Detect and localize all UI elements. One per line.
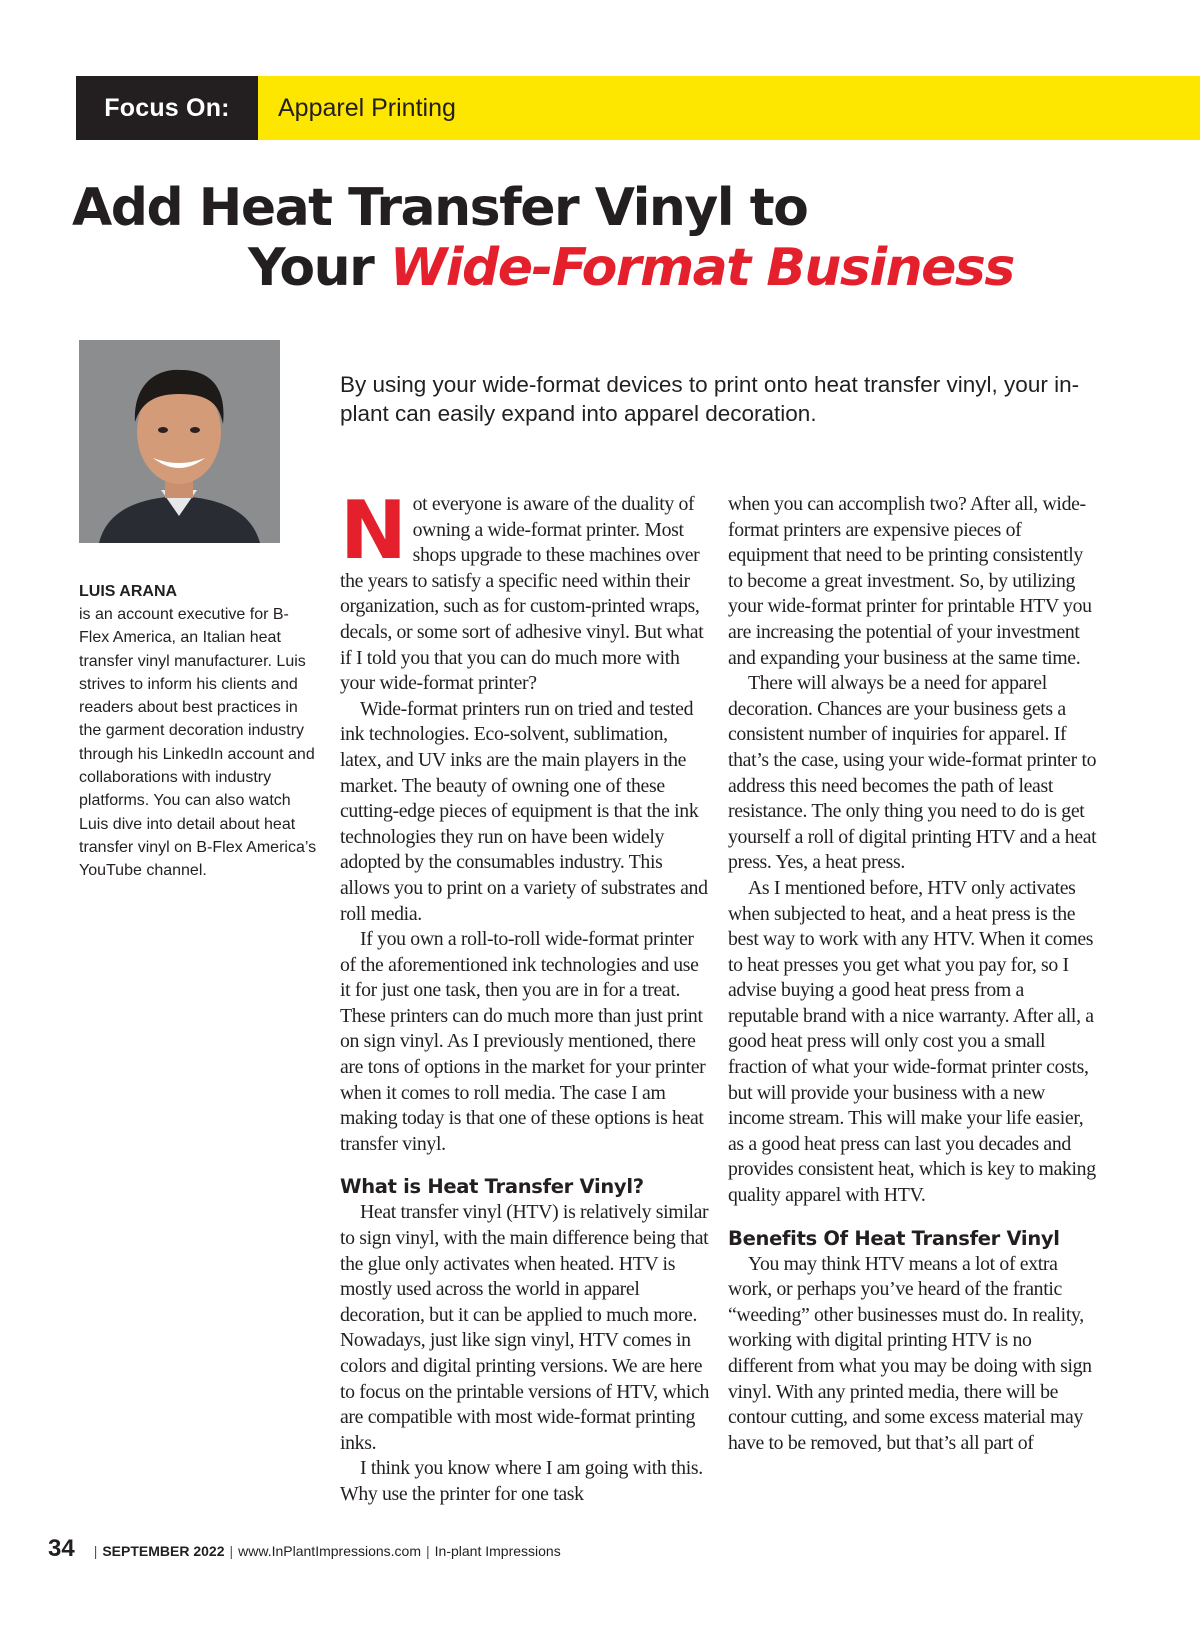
section-topic: Apparel Printing [258,76,1200,140]
article-paragraph: There will always be a need for apparel decoration. Chances are your business gets a consistent number of inquiries for apparel. If that’s the case, using your wide-format printer to address this need becomes the path of least resistance. The only thing you need to do is get yourself a roll of digital printing HTV and a heat press. Yes, a heat press. [728,672,1097,874]
author-box [79,580,319,883]
page-footer [48,1535,561,1563]
headline-line-2 [72,238,1172,298]
author-photo [79,340,280,543]
footer-url[interactable]: www.InPlantImpressions.com [238,1543,421,1559]
footer-separator: | [229,1543,234,1559]
page-number: 34 [48,1535,75,1562]
footer-separator: | [93,1543,98,1559]
article-paragraph: when you can accomplish two? After all, wide-format printers are expensive pieces of equipment that need to be printing consistently to become a great investment. So, by utilizing your wide-format printer for printable HTV you are increasing the potential of your investment and expanding your business at the same time. [728,493,1092,669]
headline-plain: Your [248,238,390,298]
footer-publication: In-plant Impressions [434,1543,561,1559]
article-column-2 [728,492,1098,1456]
headline-line-1: Add Heat Transfer Vinyl to [72,178,808,238]
article-paragraph [340,484,710,697]
headline-accent: Wide-Format Business [389,238,1014,298]
focus-on-label: Focus On: [76,76,258,140]
author-name: LUIS ARANA [79,583,178,600]
article-headline [72,178,1172,298]
author-bio: is an account executive for B-Flex America, an Italian heat transfer vinyl manufacturer. Luis strives to inform his clients and readers about best practices in the garment decoration industry through his LinkedIn account and collaborations with industry platforms. You can also watch Luis dive into detail about heat transfer vinyl on B-Flex America’s YouTube channel. [79,606,317,880]
article-deck: By using your wide-format devices to print onto heat transfer vinyl, your in-plant can easily expand into apparel decoration. [340,372,1080,426]
article-paragraph: If you own a roll-to-roll wide-format printer of the aforementioned ink technologies and use it for just one task, then you are in for a treat. These printers can do much more than just print on sign vinyl. As I previously mentioned, there are tons of options in the market for your printer when it comes to roll media. The case I am making today is that one of these options is heat transfer vinyl. [340,928,706,1155]
article-paragraph: Wide-format printers run on tried and tested ink technologies. Eco-solvent, sublimation, latex, and UV inks are the main players in the market. The beauty of owning one of these cutting-edge pieces of equipment is that the ink technologies they run on have been widely adopted by the consumables industry. This allows you to print on a variety of substrates and roll media. [340,697,708,925]
article-paragraph: As I mentioned before, HTV only activates when subjected to heat, and a heat press is the best way to work with any HTV. When it comes to heat presses you get what you pay for, so I advise buying a good heat press from a reputable brand with a nice warranty. After all, a good heat press will only cost you a small fraction of what your wide-format printer costs, but will provide your business with a new income stream. This will make your life easier, as a good heat press can last you decades and provides consistent heat, which is key to making quality apparel with HTV. [728,876,1096,1207]
article-paragraph: Heat transfer vinyl (HTV) is relatively similar to sign vinyl, with the main difference being that the glue only activates when heated. HTV is mostly used across the world in apparel decoration, but it can be applied to much more. Nowadays, just like sign vinyl, HTV comes in colors and digital printing versions. We are here to focus on the printable versions of HTV, which are compatible with most wide-format printing inks. [340,1201,710,1454]
subheading-what-is-htv: What is Heat Transfer Vinyl? [340,1175,644,1199]
article-paragraph: I think you know where I am going with this. Why use the printer for one task [340,1457,703,1505]
author-portrait-image [79,340,280,543]
footer-separator: | [426,1543,430,1559]
footer-issue: SEPTEMBER 2022 [102,1543,225,1559]
section-banner [76,76,1200,140]
subheading-benefits: Benefits Of Heat Transfer Vinyl [728,1226,1060,1250]
article-paragraph: You may think HTV means a lot of extra work, or perhaps you’ve heard of the frantic “weeding” other businesses must do. In reality, working with digital printing HTV is no different from what you may be doing with sign vinyl. With any printed media, there will be contour cutting, and some excess material may have to be removed, but that’s all part of [728,1252,1092,1454]
paragraph-text: ot everyone is aware of the duality of owning a wide-format printer. Most shops upgrade to these machines over the years to satisfy a specific need within their organization, such as for custom-printed wraps, decals, or some sort of adhesive vinyl. But what if I told you that you can do much more with your wide-format printer? [340,493,704,695]
drop-cap: N [340,484,407,577]
article-column-1 [340,484,710,1508]
